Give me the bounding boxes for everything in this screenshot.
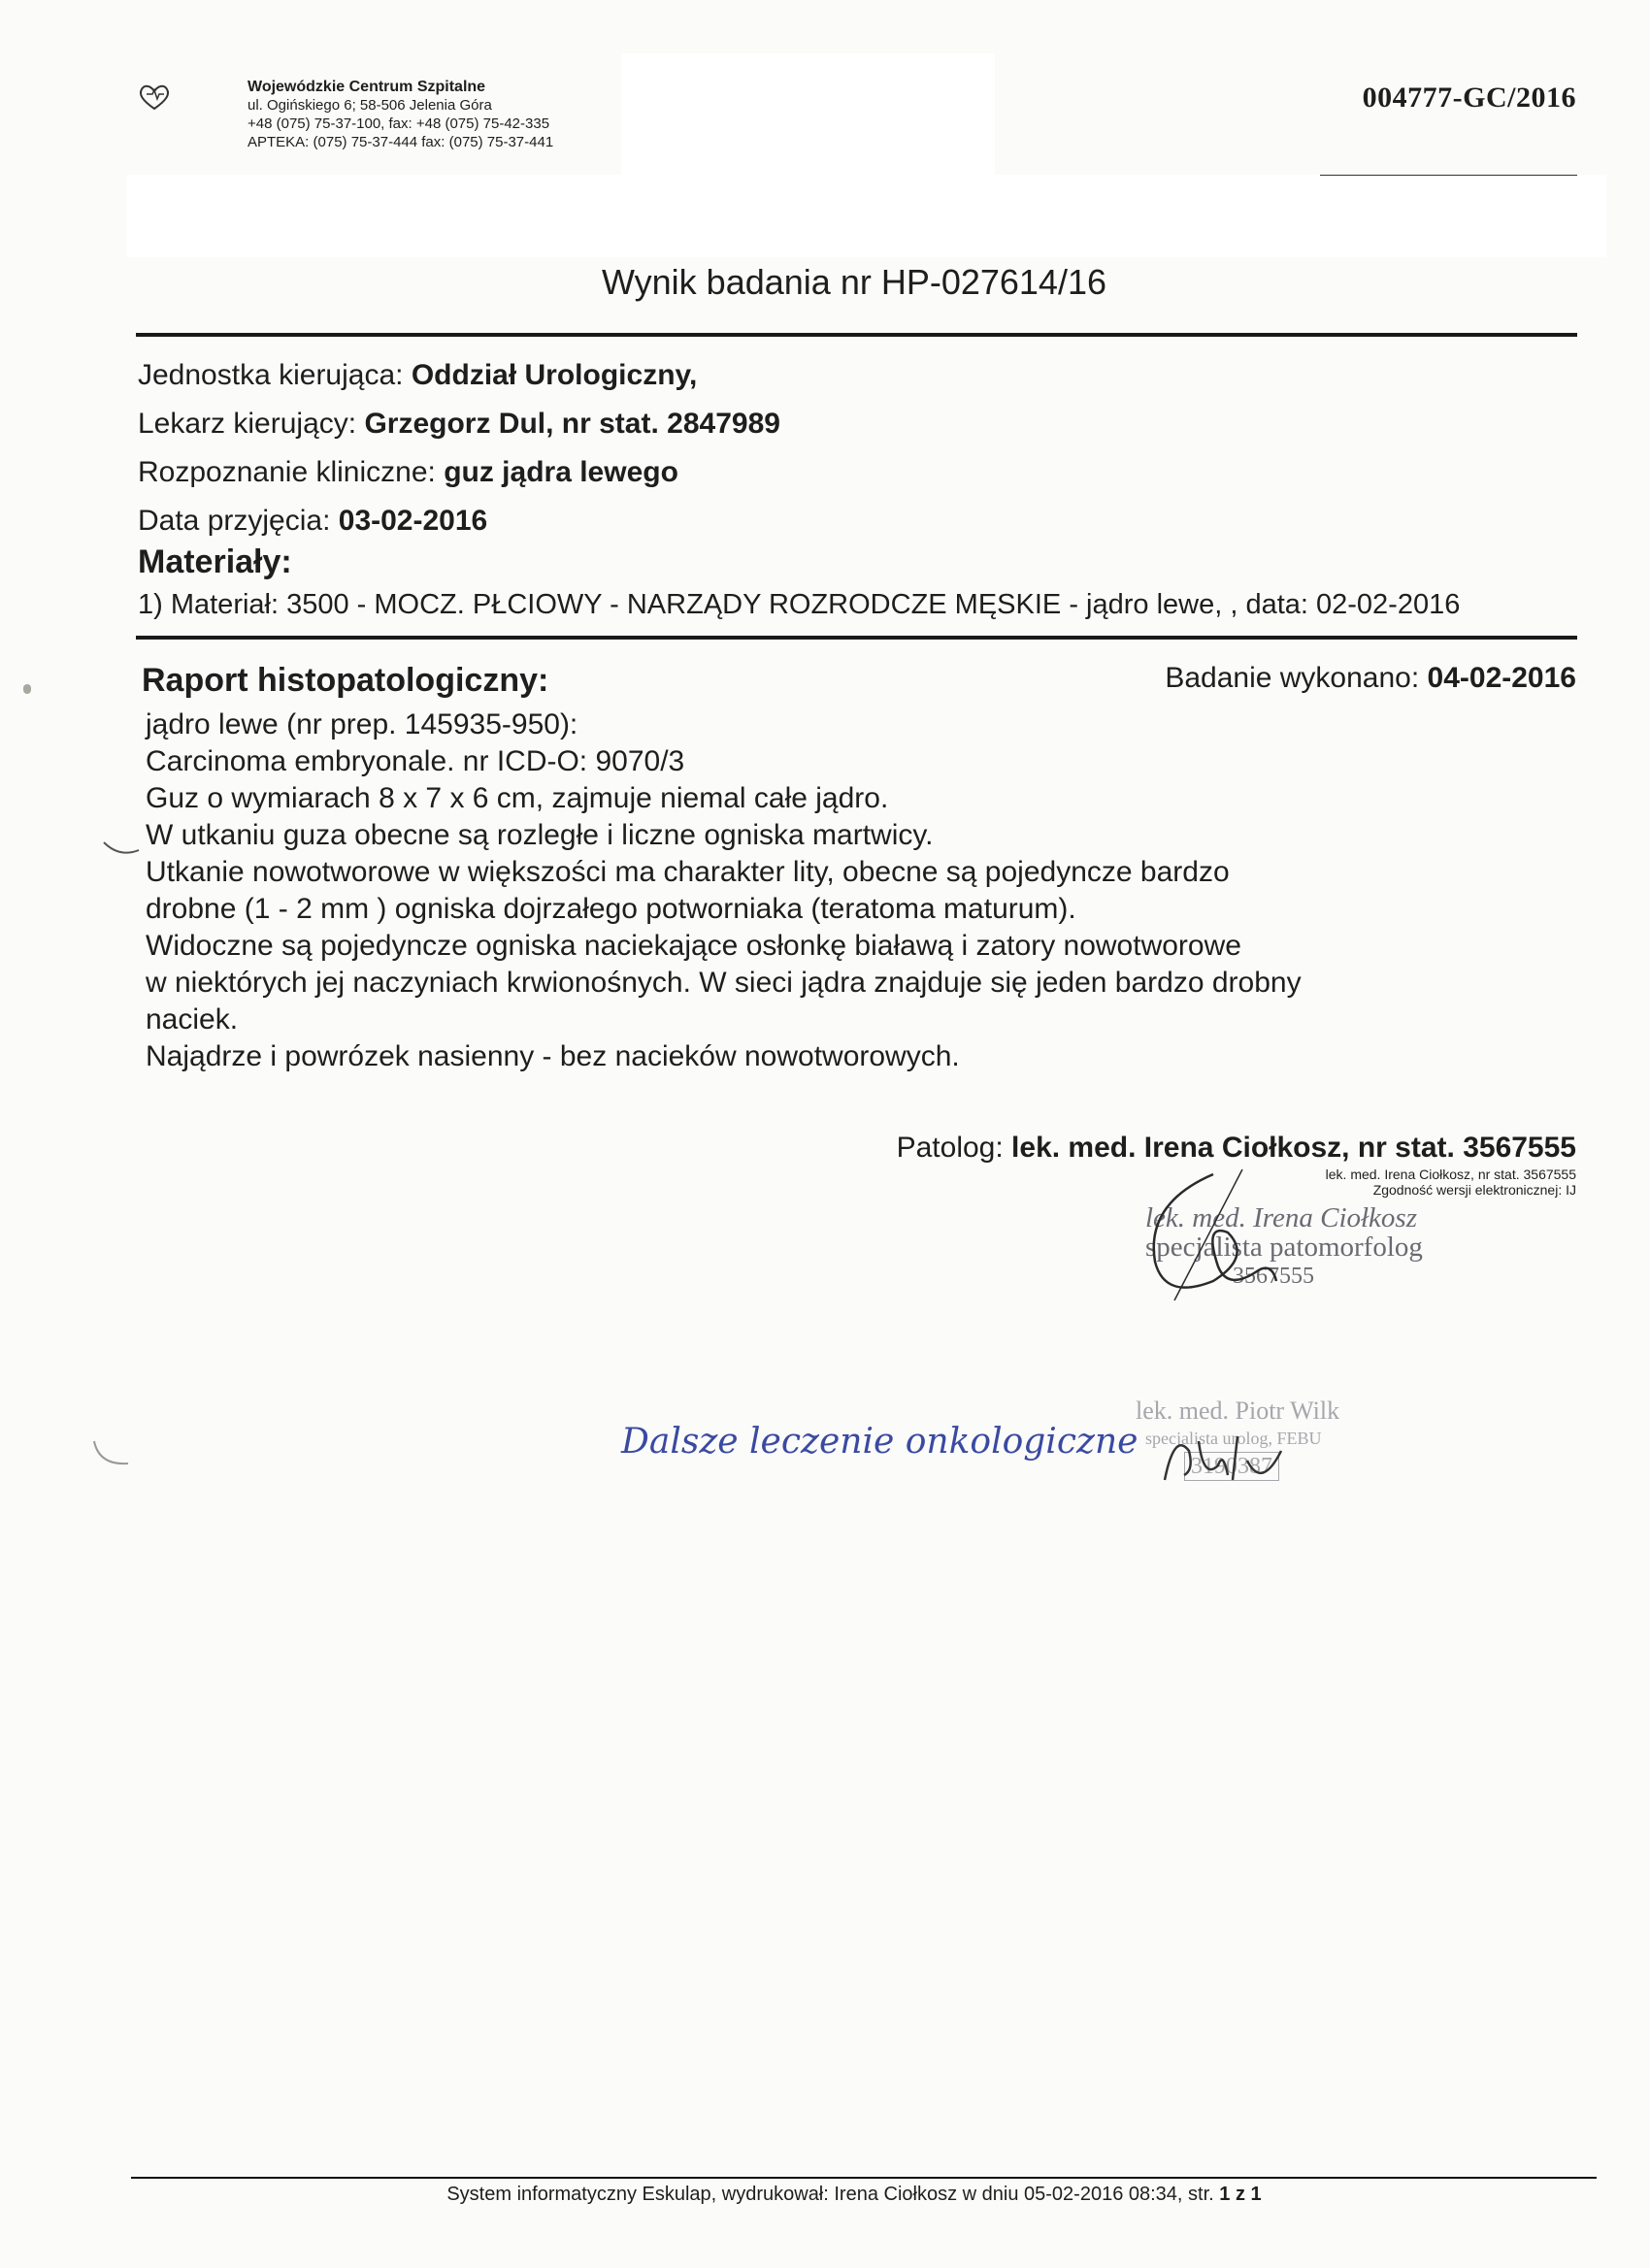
redaction-block-wide — [126, 175, 1606, 257]
stamp-line: lek. med. Piotr Wilk — [1136, 1397, 1340, 1425]
report-line: w niektórych jej naczyniach krwionośnych. W sieci jądra znajduje się jeden bardzo drobny — [146, 967, 1302, 999]
report-line: Guz o wymiarach 8 x 7 x 6 cm, zajmuje niemal całe jądro. — [146, 782, 889, 814]
field-label: Jednostka kierująca: — [138, 359, 404, 391]
report-line: naciek. — [146, 1003, 239, 1035]
field-label: Rozpoznanie kliniczne: — [138, 456, 436, 488]
footer-rule — [131, 2177, 1597, 2179]
institution-name: Wojewódzkie Centrum Szpitalne — [248, 79, 486, 95]
report-line: Najądrze i powrózek nasienny - bez nacieków nowotworowych. — [146, 1040, 960, 1072]
institution-address: ul. Ogińskiego 6; 58-506 Jelenia Góra — [248, 97, 492, 114]
redaction-block-top — [621, 53, 995, 175]
field-referring-unit — [138, 359, 780, 408]
materials-heading: Materiały: — [138, 543, 292, 580]
report-line: Widoczne są pojedyncze ogniska naciekające osłonkę białawą i zatory nowotworowe — [146, 930, 1241, 962]
report-line: jądro lewe (nr prep. 145935-950): — [146, 708, 578, 740]
field-value: Grzegorz Dul, nr stat. 2847989 — [364, 408, 780, 440]
report-line: drobne (1 - 2 mm ) ogniska dojrzałego potworniaka (teratoma maturum). — [146, 893, 1076, 925]
electronic-signature — [1326, 1167, 1576, 1198]
e-sign-note: Zgodność wersji elektronicznej: IJ — [1372, 1182, 1576, 1198]
stamp-line: lek. med. Irena Ciołkosz — [1145, 1202, 1418, 1233]
pathologist-signature — [1136, 1165, 1349, 1310]
document-number: 004777-GC/2016 — [1362, 82, 1576, 114]
pathologist-name: lek. med. Irena Ciołkosz, nr stat. 3567555 — [1011, 1132, 1576, 1164]
pathologist-line — [897, 1132, 1576, 1165]
report-date-value: 04-02-2016 — [1427, 662, 1576, 694]
report-line: Carcinoma embryonale. nr ICD-O: 9070/3 — [146, 745, 685, 777]
footer-system-info: System informatyczny Eskulap, wydrukował: Irena Ciołkosz w dniu 05-02-2016 08:34, str. — [446, 2184, 1214, 2205]
report-date — [1165, 662, 1576, 695]
e-sign-name: lek. med. Irena Ciołkosz, nr stat. 3567555 — [1325, 1167, 1576, 1182]
stamp-number-box: 3190387 — [1184, 1452, 1279, 1481]
stamp-line: specjalista patomorfolog — [1145, 1232, 1423, 1263]
institution-phone: +48 (075) 75-37-100, fax: +48 (075) 75-42-335 — [248, 115, 550, 132]
handwritten-note: Dalsze leczenie onkologiczne — [621, 1422, 1138, 1462]
punch-hole-mark — [89, 1436, 138, 1475]
margin-tick-mark — [102, 837, 141, 860]
page-title: Wynik badania nr HP-027614/16 — [602, 262, 1106, 302]
referral-fields — [138, 359, 780, 553]
materials-rule — [136, 636, 1577, 640]
left-margin-dot — [23, 684, 31, 694]
report-body — [146, 707, 1302, 1075]
header-divider — [1320, 175, 1577, 176]
footer-text — [0, 2184, 1650, 2206]
institution-pharmacy: APTEKA: (075) 75-37-444 fax: (075) 75-37-441 — [248, 134, 554, 150]
pathologist-label: Patolog: — [896, 1132, 1004, 1164]
field-referring-doctor — [138, 408, 780, 456]
hospital-logo — [138, 83, 171, 111]
report-date-label: Badanie wykonano: — [1165, 662, 1420, 694]
heart-logo-icon — [138, 83, 171, 111]
title-rule — [136, 333, 1577, 337]
urologist-signature — [1155, 1422, 1310, 1499]
report-line: Utkanie nowotworowe w większości ma charakter lity, obecne są pojedyncze bardzo — [146, 856, 1230, 888]
field-value: 03-02-2016 — [338, 505, 488, 537]
field-label: Lekarz kierujący: — [138, 408, 357, 440]
report-heading: Raport histopatologiczny: — [142, 662, 549, 699]
materials-item: 1) Materiał: 3500 - MOCZ. PŁCIOWY - NARZĄDY ROZRODCZE MĘSKIE - jądro lewe, , data: 02-02-2016 — [138, 589, 1461, 620]
field-value: guz jądra lewego — [444, 456, 678, 488]
field-clinical-diagnosis — [138, 456, 780, 505]
field-label: Data przyjęcia: — [138, 505, 331, 537]
hospital-header — [248, 78, 553, 151]
report-line: W utkaniu guza obecne są rozległe i liczne ogniska martwicy. — [146, 819, 934, 851]
footer-page: 1 z 1 — [1219, 2184, 1262, 2205]
field-value: Oddział Urologiczny, — [411, 359, 698, 391]
stamp-line: 3567555 — [1233, 1264, 1314, 1289]
stamp-line: specjalista urolog, FEBU — [1145, 1429, 1322, 1448]
